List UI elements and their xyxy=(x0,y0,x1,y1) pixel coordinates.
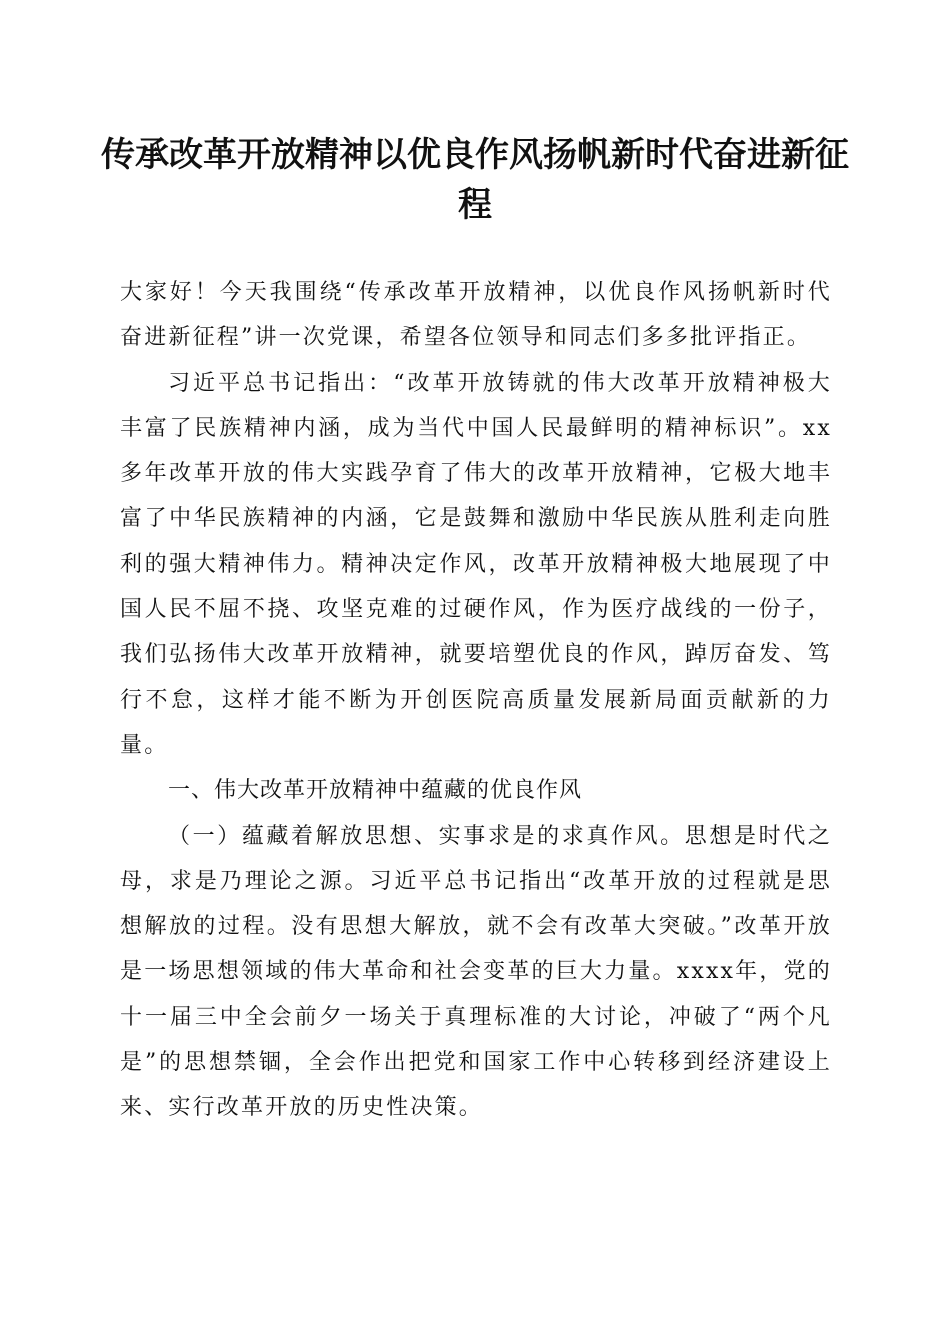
section-paragraph: （一）蕴藏着解放思想、实事求是的求真作风。思想是时代之母，求是乃理论之源。习近平总书记指出“改革开放的过程就是思想解放的过程。没有思想大解放，就不会有改革大突破。”改革开放是一场思想领域的伟大革命和社会变革的巨大力量。xxxx年，党的十一届三中全会前夕一场关于真理标准的大讨论，冲破了“两个凡是”的思想禁锢，全会作出把党和国家工作中心转移到经济建设上来、实行改革开放的历史性决策。 xyxy=(120,823,832,1121)
section-heading: 一、伟大改革开放精神中蕴藏的优良作风 xyxy=(168,778,583,804)
intro-paragraph: 习近平总书记指出：“改革开放铸就的伟大改革开放精神极大丰富了民族精神内涵，成为当代中国人民最鲜明的精神标识”。xx多年改革开放的伟大实践孕育了伟大的改革开放精神，它极大地丰富了中华民族精神的内涵，它是鼓舞和激励中华民族从胜利走向胜利的强大精神伟力。精神决定作风，改革开放精神极大地展现了中国人民不屈不挠、攻坚克难的过硬作风，作为医疗战线的一份子，我们弘扬伟大改革开放精神，就要培塑优良的作风，踔厉奋发、笃行不怠，这样才能不断为开创医院高质量发展新局面贡献新的力量。 xyxy=(120,370,832,758)
greeting-paragraph: 大家好！今天我围绕“传承改革开放精神，以优良作风扬帆新时代奋进新征程”讲一次党课，希望各位领导和同志们多多批评指正。 xyxy=(120,280,832,351)
document-body xyxy=(120,270,832,1131)
document-title: 传承改革开放精神以优良作风扬帆新时代奋进新征程 xyxy=(101,135,849,225)
